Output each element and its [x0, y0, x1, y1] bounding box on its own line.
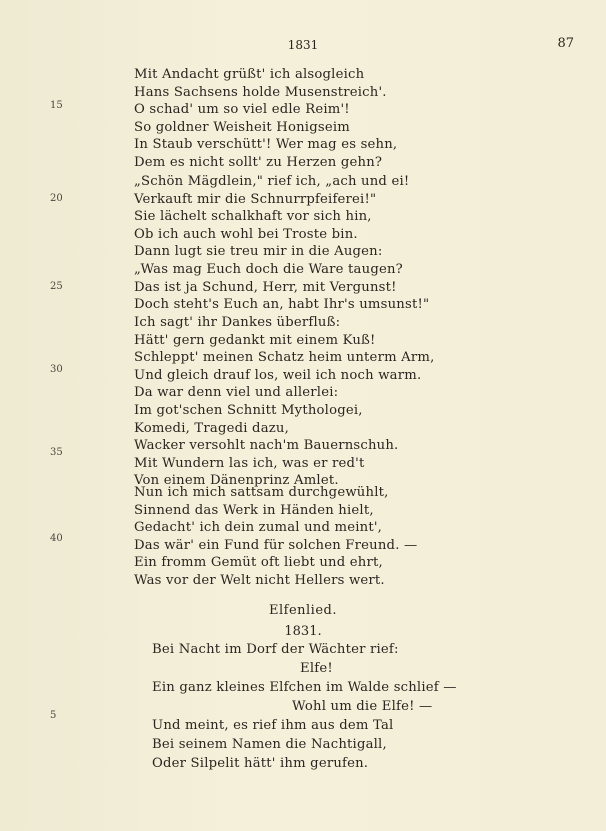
line-number: 40	[50, 533, 63, 544]
poem-title: Elfenlied.	[269, 603, 337, 618]
verse-line: Schleppt' meinen Schatz heim unterm Arm,	[134, 350, 435, 366]
verse-line: Ein fromm Gemüt oft liebt und ehrt,	[134, 555, 383, 571]
poem-elfenlied	[152, 640, 572, 773]
verse-line: Dem es nicht sollt' zu Herzen gehn?	[134, 154, 383, 170]
verse-line: Das ist ja Schund, Herr, mit Vergunst!	[134, 279, 397, 295]
verse-line: Dann lugt sie treu mir in die Augen:	[134, 244, 383, 260]
verse-line: Hans Sachsens holde Musenstreich'.	[134, 84, 387, 100]
line-number: 15	[50, 100, 63, 111]
verse-line: Komedi, Tragedi dazu,	[134, 420, 289, 436]
verse-line: Nun ich mich sattsam durchgewühlt,	[134, 485, 389, 500]
line-number: 20	[50, 193, 63, 204]
poem-year: 1831.	[284, 624, 322, 639]
verse-line: Doch steht's Euch an, habt Ihr's umsunst!"	[134, 297, 430, 313]
verse-line: Bei Nacht im Dorf der Wächter rief:	[152, 642, 399, 657]
verse-line: Sie lächelt schalkhaft vor sich hin,	[134, 209, 372, 225]
stanza-1	[134, 66, 574, 172]
verse-line: Da war denn viel und allerlei:	[134, 385, 339, 401]
verse-line: Hätt' gern gedankt mit einem Kuß!	[134, 332, 376, 348]
verse-line: Gedacht' ich dein zumal und meint',	[134, 520, 383, 536]
stanza-4	[134, 484, 574, 590]
refrain-line: Elfe!	[300, 661, 333, 676]
verse-line: Wacker versohlt nach'm Bauernschuh.	[134, 438, 399, 454]
verse-line: So goldner Weisheit Honigseim	[134, 119, 350, 135]
verse-line: Das wär' ein Fund für solchen Freund. —	[134, 537, 418, 553]
verse-line: Mit Wundern las ich, was er red't	[134, 455, 365, 471]
verse-line: Ein ganz kleines Elfchen im Walde schlief —	[152, 680, 457, 695]
line-number: 30	[50, 364, 63, 375]
refrain-line: Wohl um die Elfe! —	[292, 699, 433, 714]
running-header-year: 1831	[287, 38, 319, 52]
verse-line: Im got'schen Schnitt Mythologei,	[134, 402, 363, 418]
verse-line: Was vor der Welt nicht Hellers wert.	[134, 572, 385, 588]
verse-line: „Was mag Euch doch die Ware taugen?	[134, 261, 403, 277]
line-number: 25	[50, 281, 63, 292]
verse-line: Mit Andacht grüßt' ich alsogleich	[134, 67, 365, 82]
verse-line: In Staub verschütt'! Wer mag es sehn,	[134, 137, 398, 153]
page-number: 87	[557, 36, 574, 51]
verse-line: Verkauft mir die Schnurrpfeiferei!"	[134, 191, 377, 207]
line-number: 5	[50, 710, 57, 721]
stanza-3	[134, 314, 574, 490]
verse-line: Von einem Dänenprinz Amlet.	[134, 473, 339, 489]
verse-line: Bei seinem Namen die Nachtigall,	[152, 737, 387, 752]
verse-line: Ich sagt' ihr Dankes überfluß:	[134, 315, 341, 330]
line-number: 35	[50, 447, 63, 458]
verse-line: Und meint, es rief ihm aus dem Tal	[152, 718, 394, 733]
verse-line: Sinnend das Werk in Händen hielt,	[134, 502, 374, 518]
verse-line: Ob ich auch wohl bei Troste bin.	[134, 226, 358, 242]
stanza-2	[134, 173, 574, 314]
verse-line: O schad' um so viel edle Reim'!	[134, 102, 350, 118]
verse-line: „Schön Mägdlein," rief ich, „ach und ei!	[134, 174, 410, 189]
verse-line: Oder Silpelit hätt' ihm gerufen.	[152, 756, 369, 771]
verse-line: Und gleich drauf los, weil ich noch warm.	[134, 367, 422, 383]
